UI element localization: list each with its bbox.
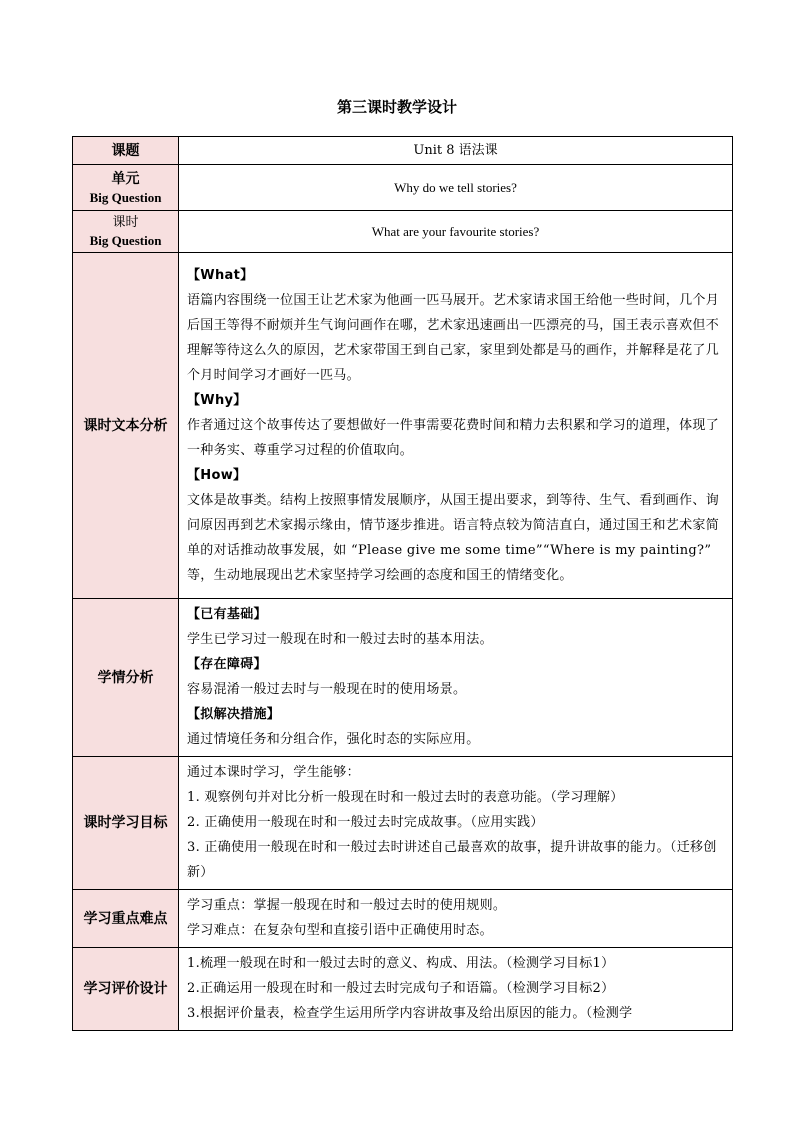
evaluation-item: 2.正确运用一般现在时和一般过去时完成句子和语篇。（检测学习目标2）: [187, 981, 615, 996]
label-top: 课时: [112, 214, 139, 230]
table-row: [73, 165, 733, 211]
evaluation-content: [179, 948, 733, 1031]
focus-text: 学习重点：掌握一般现在时和一般过去时的使用规则。: [187, 898, 507, 913]
evaluation-item: 3.根据评价量表，检查学生运用所学内容讲故事及给出原因的能力。（检测学: [187, 1006, 633, 1021]
unit-big-question-value: Why do we tell stories?: [179, 165, 733, 211]
how-heading: 【How】: [187, 467, 247, 483]
difficulty-text: 学习难点：在复杂句型和直接引语中正确使用时态。: [187, 923, 493, 938]
text-analysis-label: 课时文本分析: [73, 253, 179, 599]
basis-body: 学生已学习过一般现在时和一般过去时的基本用法。: [187, 632, 493, 647]
table-row: [73, 757, 733, 890]
key-points-label: 学习重点难点: [73, 890, 179, 948]
obstacle-body: 容易混淆一般过去时与一般现在时的使用场景。: [187, 682, 467, 697]
why-body: 作者通过这个故事传达了要想做好一件事需要花费时间和精力去积累和学习的道理，体现了一种务实、尊重学习过程的价值取向。: [187, 417, 720, 458]
lesson-design-table: [72, 136, 733, 1031]
page-title: 第三课时教学设计: [336, 98, 457, 116]
how-body: 文体是故事类。结构上按照事情发展顺序，从国王提出要求，到等待、生气、看到画作、询问原因再到艺术家揭示缘由，情节逐步推进。语言特点较为简洁直白，通过国王和艺术家简单的对话推动故事发展，如 “Please give me some time”“Where is my painting?” 等，生动地展现出艺术家坚持学习绘画的态度和国王的情绪变化。: [187, 492, 720, 583]
evaluation-label: 学习评价设计: [73, 948, 179, 1031]
topic-label: 课题: [73, 137, 179, 165]
solution-body: 通过情境任务和分组合作，强化时态的实际应用。: [187, 732, 480, 747]
objective-item: 1. 观察例句并对比分析一般现在时和一般过去时的表意功能。（学习理解）: [187, 790, 624, 805]
label-top: 单元: [111, 170, 140, 187]
text-analysis-content: [179, 253, 733, 599]
objective-item: 2. 正确使用一般现在时和一般过去时完成故事。（应用实践）: [187, 815, 544, 830]
objectives-intro: 通过本课时学习，学生能够：: [187, 765, 360, 780]
what-heading: 【What】: [187, 267, 254, 283]
table-row: [73, 948, 733, 1031]
lesson-big-question-label: [73, 211, 179, 253]
basis-heading: 【已有基础】: [187, 607, 267, 622]
evaluation-item: 1.梳理一般现在时和一般过去时的意义、构成、用法。（检测学习目标1）: [187, 956, 615, 971]
what-body: 语篇内容围绕一位国王让艺术家为他画一匹马展开。艺术家请求国王给他一些时间，几个月后国王等得不耐烦并生气询问画作在哪，艺术家迅速画出一匹漂亮的马，国王表示喜欢但不理解等待这么久的原因，艺术家带国王到自己家，家里到处都是马的画作，并解释是花了几个月时间学习才画好一匹马。: [187, 292, 720, 383]
label-bottom: Big Question: [89, 232, 162, 248]
unit-big-question-label: [73, 165, 179, 211]
topic-value: Unit 8 语法课: [179, 137, 733, 165]
key-points-content: [179, 890, 733, 948]
table-row: [73, 137, 733, 165]
objective-item: 3. 正确使用一般现在时和一般过去时讲述自己最喜欢的故事，提升讲故事的能力。（迁移创新）: [187, 840, 717, 880]
why-heading: 【Why】: [187, 392, 247, 408]
objectives-content: [179, 757, 733, 890]
solution-heading: 【拟解决措施】: [187, 707, 281, 722]
label-bottom: Big Question: [89, 189, 162, 205]
objectives-label: 课时学习目标: [73, 757, 179, 890]
lesson-big-question-value: What are your favourite stories?: [179, 211, 733, 253]
table-row: [73, 211, 733, 253]
table-row: [73, 890, 733, 948]
obstacle-heading: 【存在障碍】: [187, 657, 267, 672]
learner-analysis-label: 学情分析: [73, 599, 179, 757]
learner-analysis-content: [179, 599, 733, 757]
table-row: [73, 253, 733, 599]
table-row: [73, 599, 733, 757]
